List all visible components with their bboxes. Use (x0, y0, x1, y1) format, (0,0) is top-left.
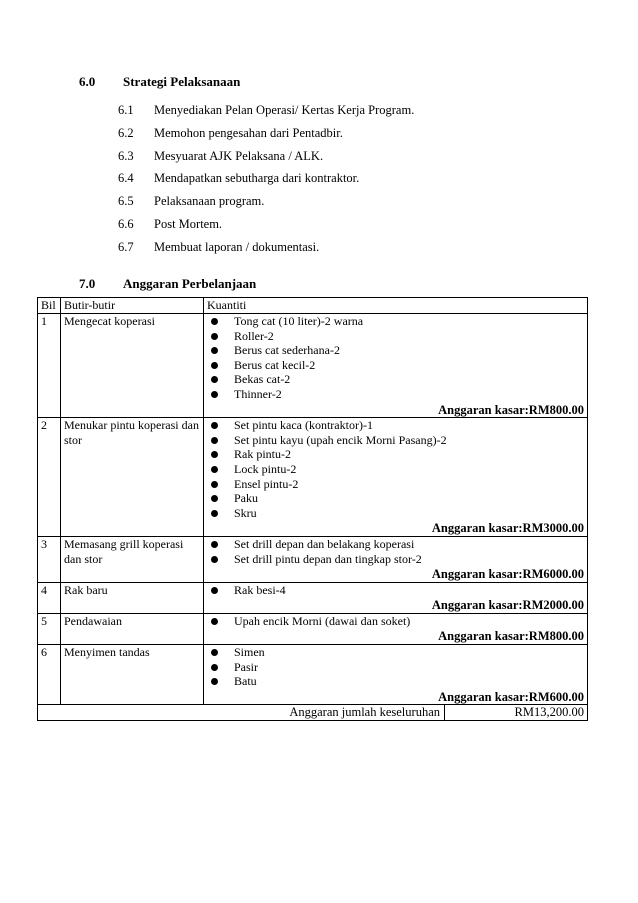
bullet-icon (211, 362, 218, 369)
step-number: 6.5 (118, 194, 134, 209)
total-cell (38, 705, 588, 721)
step-text: Menyediakan Pelan Operasi/ Kertas Kerja Program. (154, 103, 415, 117)
list-item: Bekas cat-2 (207, 372, 584, 387)
row-bil: 2 (38, 418, 61, 537)
row-item: Menyimen tandas (61, 645, 204, 705)
bullet-icon (211, 556, 218, 563)
bullet-icon (211, 422, 218, 429)
list-item: Simen (207, 645, 584, 660)
list-item: Batu (207, 674, 584, 689)
row-bil: 5 (38, 613, 61, 644)
table-row (38, 536, 588, 582)
bullet-icon (211, 510, 218, 517)
row-quantity (204, 536, 588, 582)
step-number: 6.1 (118, 103, 134, 117)
list-item: Berus cat kecil-2 (207, 358, 584, 373)
total-label: Anggaran jumlah keseluruhan (289, 705, 445, 720)
step-item (118, 190, 414, 213)
list-item: Rak besi-4 (207, 583, 584, 598)
list-item: Skru (207, 506, 584, 521)
step-item (118, 99, 414, 122)
table-row (38, 645, 588, 705)
list-item: Paku (207, 491, 584, 506)
row-estimate: Anggaran kasar:RM6000.00 (431, 567, 584, 582)
table-row (38, 582, 588, 613)
list-item: Set pintu kayu (upah encik Morni Pasang)-2 (207, 433, 584, 448)
quantity-list (207, 645, 584, 689)
bullet-icon (211, 541, 218, 548)
row-quantity (204, 418, 588, 537)
row-item: Memasang grill koperasi dan stor (61, 536, 204, 582)
section-6-title: Strategi Pelaksanaan (123, 74, 241, 89)
header-bil: Bil (38, 298, 61, 314)
section-7-number: 7.0 (79, 276, 96, 291)
bullet-icon (211, 649, 218, 656)
step-item (118, 122, 414, 145)
row-quantity (204, 314, 588, 418)
list-item: Berus cat sederhana-2 (207, 343, 584, 358)
row-quantity (204, 645, 588, 705)
row-estimate: Anggaran kasar:RM600.00 (438, 689, 584, 704)
bullet-icon (211, 587, 218, 594)
step-text: Mendapatkan sebutharga dari kontraktor. (154, 171, 360, 186)
header-item: Butir-butir (61, 298, 204, 314)
row-estimate: Anggaran kasar:RM800.00 (438, 402, 584, 417)
header-quantity: Kuantiti (204, 298, 588, 314)
quantity-list (207, 314, 584, 402)
row-bil: 3 (38, 536, 61, 582)
row-estimate: Anggaran kasar:RM2000.00 (431, 598, 584, 613)
step-number: 6.7 (118, 239, 134, 254)
bullet-icon (211, 451, 218, 458)
bullet-icon (211, 391, 218, 398)
list-item: Rak pintu-2 (207, 447, 584, 462)
list-item: Tong cat (10 liter)-2 warna (207, 314, 584, 329)
row-quantity (204, 613, 588, 644)
list-item: Pasir (207, 660, 584, 675)
total-amount: RM13,200.00 (514, 705, 584, 720)
step-text: Post Mortem. (154, 216, 223, 231)
table-row (38, 314, 588, 418)
list-item: Thinner-2 (207, 387, 584, 402)
step-text: Pelaksanaan program. (154, 194, 265, 209)
row-item: Pendawaian (61, 613, 204, 644)
bullet-icon (211, 347, 218, 354)
row-item: Rak baru (61, 582, 204, 613)
step-item (118, 167, 414, 190)
bullet-icon (211, 618, 218, 625)
section-7-heading (79, 276, 256, 292)
row-item: Mengecat koperasi (61, 314, 204, 418)
bullet-icon (211, 481, 218, 488)
list-item: Lock pintu-2 (207, 462, 584, 477)
quantity-list (207, 583, 584, 598)
row-estimate: Anggaran kasar:RM3000.00 (431, 521, 584, 536)
bullet-icon (211, 466, 218, 473)
bullet-icon (211, 318, 218, 325)
bullet-icon (211, 664, 218, 671)
step-item (118, 236, 414, 259)
section-6-number: 6.0 (79, 74, 96, 89)
section-7-title: Anggaran Perbelanjaan (123, 276, 257, 291)
table-header-row (38, 298, 588, 314)
row-item: Menukar pintu koperasi dan stor (61, 418, 204, 537)
bullet-icon (211, 333, 218, 340)
list-item: Roller-2 (207, 329, 584, 344)
quantity-list (207, 537, 584, 566)
list-item: Set pintu kaca (kontraktor)-1 (207, 418, 584, 433)
step-number: 6.3 (118, 148, 134, 163)
step-number: 6.4 (118, 171, 134, 186)
budget-table (37, 297, 588, 721)
quantity-list (207, 614, 584, 629)
strategy-steps-list (118, 99, 414, 259)
bullet-icon (211, 495, 218, 502)
step-text: Memohon pengesahan dari Pentadbir. (154, 125, 343, 140)
list-item: Set drill pintu depan dan tingkap stor-2 (207, 552, 584, 567)
row-bil: 4 (38, 582, 61, 613)
list-item: Set drill depan dan belakang koperasi (207, 537, 584, 552)
bullet-icon (211, 376, 218, 383)
row-estimate: Anggaran kasar:RM800.00 (438, 629, 584, 644)
list-item: Upah encik Morni (dawai dan soket) (207, 614, 584, 629)
row-bil: 1 (38, 314, 61, 418)
step-item (118, 145, 414, 168)
row-quantity (204, 582, 588, 613)
step-text: Mesyuarat AJK Pelaksana / ALK. (154, 148, 324, 163)
table-row (38, 418, 588, 537)
quantity-list (207, 418, 584, 520)
step-item (118, 213, 414, 236)
total-row (38, 705, 588, 721)
section-6-heading (79, 74, 240, 90)
row-bil: 6 (38, 645, 61, 705)
step-text: Membuat laporan / dokumentasi. (154, 239, 320, 254)
list-item: Ensel pintu-2 (207, 477, 584, 492)
bullet-icon (211, 678, 218, 685)
step-number: 6.6 (118, 216, 134, 231)
table-row (38, 613, 588, 644)
step-number: 6.2 (118, 125, 134, 140)
bullet-icon (211, 437, 218, 444)
